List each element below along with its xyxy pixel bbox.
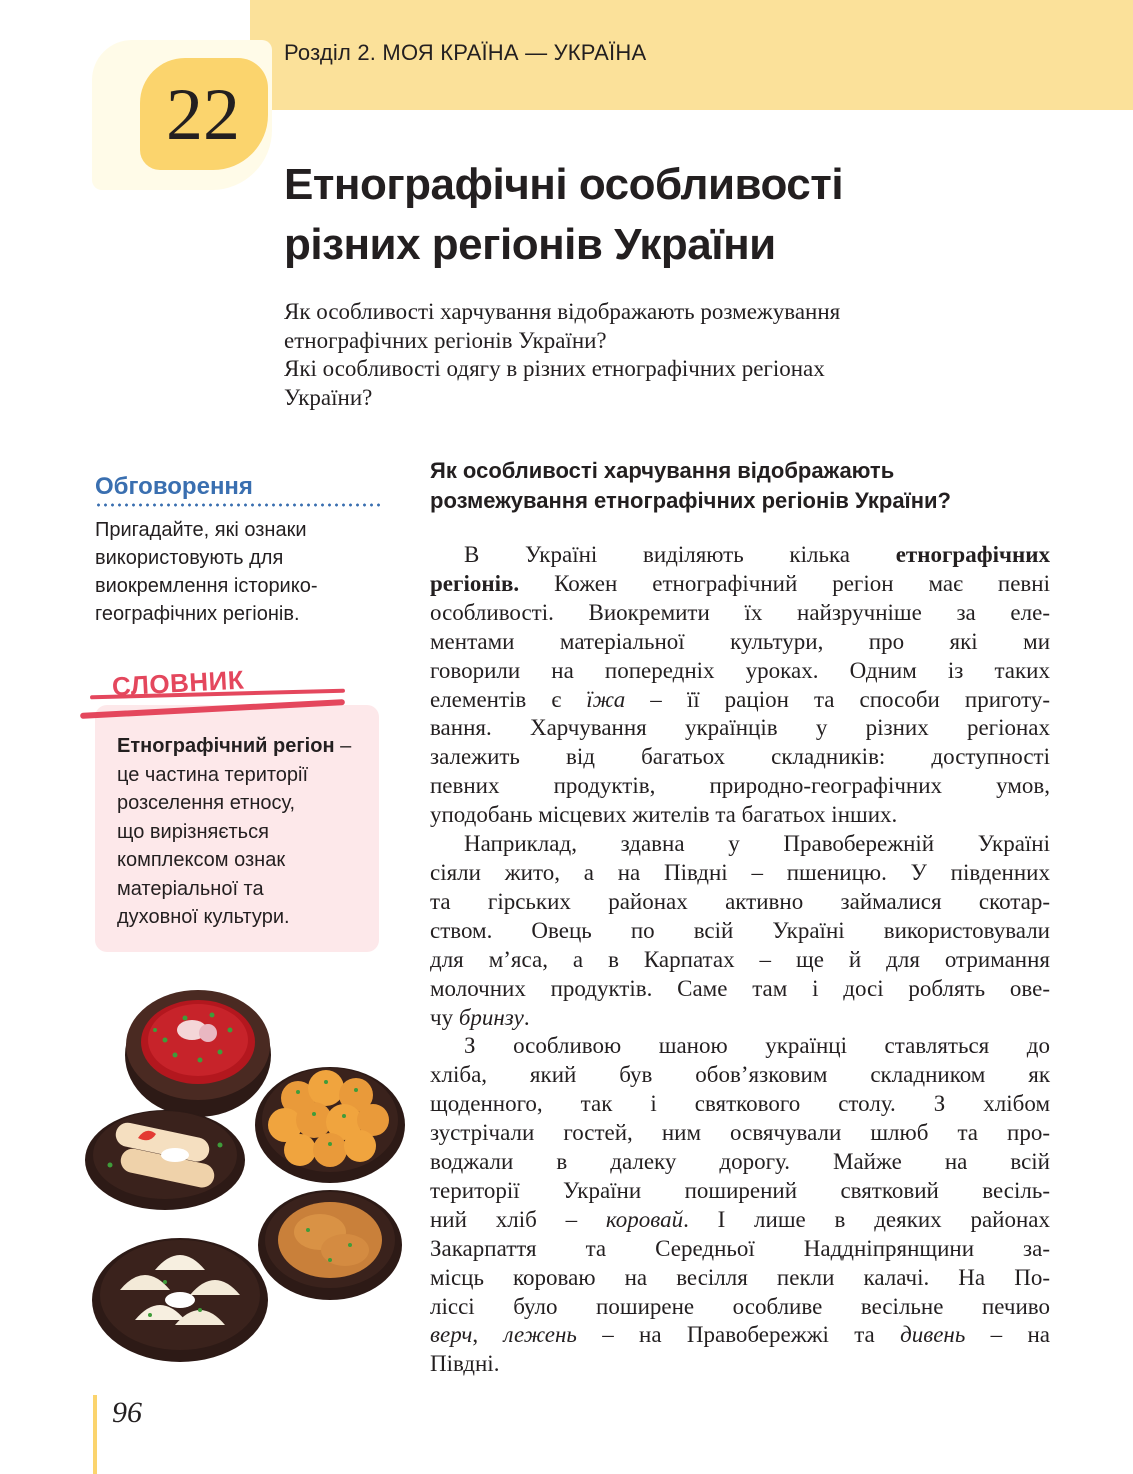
italic-term: дивень: [900, 1322, 966, 1348]
lesson-questions: [284, 298, 1044, 412]
borscht-bowl-icon: [125, 990, 271, 1117]
dictionary-line: матеріальної та: [117, 877, 264, 900]
paragraph-line: чу бринзу.: [430, 1004, 530, 1030]
paragraph-line: для м’яса, а в Карпатах – ще й для отримання: [430, 946, 1050, 972]
paragraph-line: Наприклад, здавна у Правобережній Україні: [464, 831, 1050, 857]
body-text: [430, 541, 1050, 1379]
paragraph-line: певних продуктів, природно-географічних умов,: [430, 773, 1050, 799]
bold-term: регіонів.: [430, 570, 520, 596]
section-heading-line-2: розмежування етнографічних регіонів України?: [430, 488, 951, 513]
dictionary-term: Етнографічний регіон: [117, 735, 335, 757]
paragraph-line: регіонів. Кожен етнографічний регіон має певні: [430, 570, 1050, 596]
discussion-dotted-divider: [95, 503, 380, 507]
bold-term: етнографічних: [895, 542, 1050, 567]
dictionary-line: комплексом ознак: [117, 849, 286, 871]
holubtsi-plate-icon: [258, 1190, 402, 1300]
italic-term: лежень: [503, 1322, 577, 1348]
ukrainian-dishes-illustration: [80, 970, 410, 1370]
paragraph-line: вання. Харчування українців у різних регіонах: [430, 715, 1050, 741]
paragraph-line: особливості. Виокремити їх найзручніше за еле-: [430, 599, 1050, 625]
question-2-line-1: Які особливості одягу в різних етнографічних регіонах: [284, 356, 825, 381]
paragraph-line: Півдні.: [430, 1351, 500, 1377]
question-1-line-1: Як особливості харчування відображають розмежування: [284, 299, 841, 324]
lesson-number: 22: [166, 74, 240, 156]
paragraph-line: та гірських районах активно займалися скотар-: [430, 888, 1050, 914]
paragraph-line: З особливою шаною українці ставляться до: [464, 1033, 1050, 1059]
paragraph-line: ством. Овець по всій Україні використовували: [430, 917, 1050, 943]
paragraph-line: щоденного, так і святкового столу. З хлібом: [430, 1091, 1050, 1117]
discussion-line: Пригадайте, які ознаки: [95, 519, 307, 541]
paragraph-line: зустрічали гостей, ним освячували шлюб та про-: [430, 1120, 1050, 1146]
italic-term: верч: [430, 1322, 473, 1348]
section-heading-line-1: Як особливості харчування відображають: [430, 458, 895, 483]
paragraph-line: воджали в далеку дорогу. Майже на всій: [430, 1149, 1050, 1175]
paragraph-line: сіяли жито, а на Півдні – пшеницю. У південних: [430, 859, 1050, 885]
paragraph-line: ний хліб – коровай. І лише в деяких районах: [430, 1206, 1050, 1232]
discussion-text: [95, 516, 385, 628]
italic-term: коровай: [605, 1206, 684, 1232]
paragraph-line: уподобань місцевих жителів та багатьох інших.: [430, 802, 898, 828]
paragraph-line: ментами матеріальної культури, про які ми: [430, 628, 1050, 654]
paragraph-line: В Україні виділяють кілька етнографічних: [464, 542, 1050, 567]
section-heading: [430, 456, 1050, 516]
paragraph-line: території України поширений святковий весіль-: [430, 1177, 1050, 1203]
discussion-line: географічних регіонів.: [95, 603, 300, 625]
pampushky-plate-icon: [255, 1067, 405, 1183]
dictionary-term-line: Етнографічний регіон –: [117, 735, 352, 757]
italic-term: бринзу: [458, 1004, 524, 1030]
discussion-line: виокремлення історико-: [95, 575, 318, 597]
paragraph-line: елементів є їжа – її раціон та способи приготу-: [430, 686, 1050, 712]
dictionary-line: духовної культури.: [117, 906, 290, 928]
page-title-line-2: різних регіонів України: [284, 220, 776, 269]
discussion-heading: Обговорення: [95, 473, 253, 500]
paragraph-line: говорили на попередніх уроках. Одним із таких: [430, 657, 1050, 683]
paragraph-line: Закарпаття та Середньої Наддніпрянщини за-: [430, 1235, 1050, 1261]
paragraph-line: місць короваю на весілля пекли калачі. На По-: [430, 1264, 1050, 1290]
paragraph-line: верч, лежень – на Правобережжі та дивень – на: [430, 1322, 1050, 1348]
page-title-line-1: Етнографічні особливості: [284, 160, 844, 209]
paragraph-line: залежить від багатьох складників: доступності: [430, 744, 1050, 770]
dictionary-heading: СЛОВНИК: [111, 664, 245, 702]
crepes-plate-icon: [85, 1110, 245, 1210]
discussion-line: використовують для: [95, 547, 284, 569]
page-number-bar: [93, 1395, 97, 1474]
question-1-line-2: етнографічних регіонів України?: [284, 327, 607, 353]
varenyky-plate-icon: [92, 1238, 268, 1362]
dictionary-definition: [117, 732, 367, 932]
paragraph-line: молочних продуктів. Саме там і досі роблять ове-: [430, 975, 1050, 1001]
page-number: 96: [112, 1396, 142, 1429]
dictionary-line: що вирізняється: [117, 820, 269, 843]
dictionary-line: це частина території: [117, 763, 309, 786]
dictionary-line: розселення етносу,: [117, 792, 296, 814]
paragraph-line: ліссі було поширене особливе весільне печиво: [430, 1293, 1050, 1319]
chapter-title: Розділ 2. МОЯ КРАЇНА — УКРАЇНА: [284, 40, 647, 65]
italic-term: їжа: [586, 686, 626, 712]
question-2-line-2: України?: [284, 384, 373, 410]
paragraph-line: хліба, який був обов’язковим складником як: [430, 1062, 1050, 1088]
page-title: [284, 155, 1044, 275]
